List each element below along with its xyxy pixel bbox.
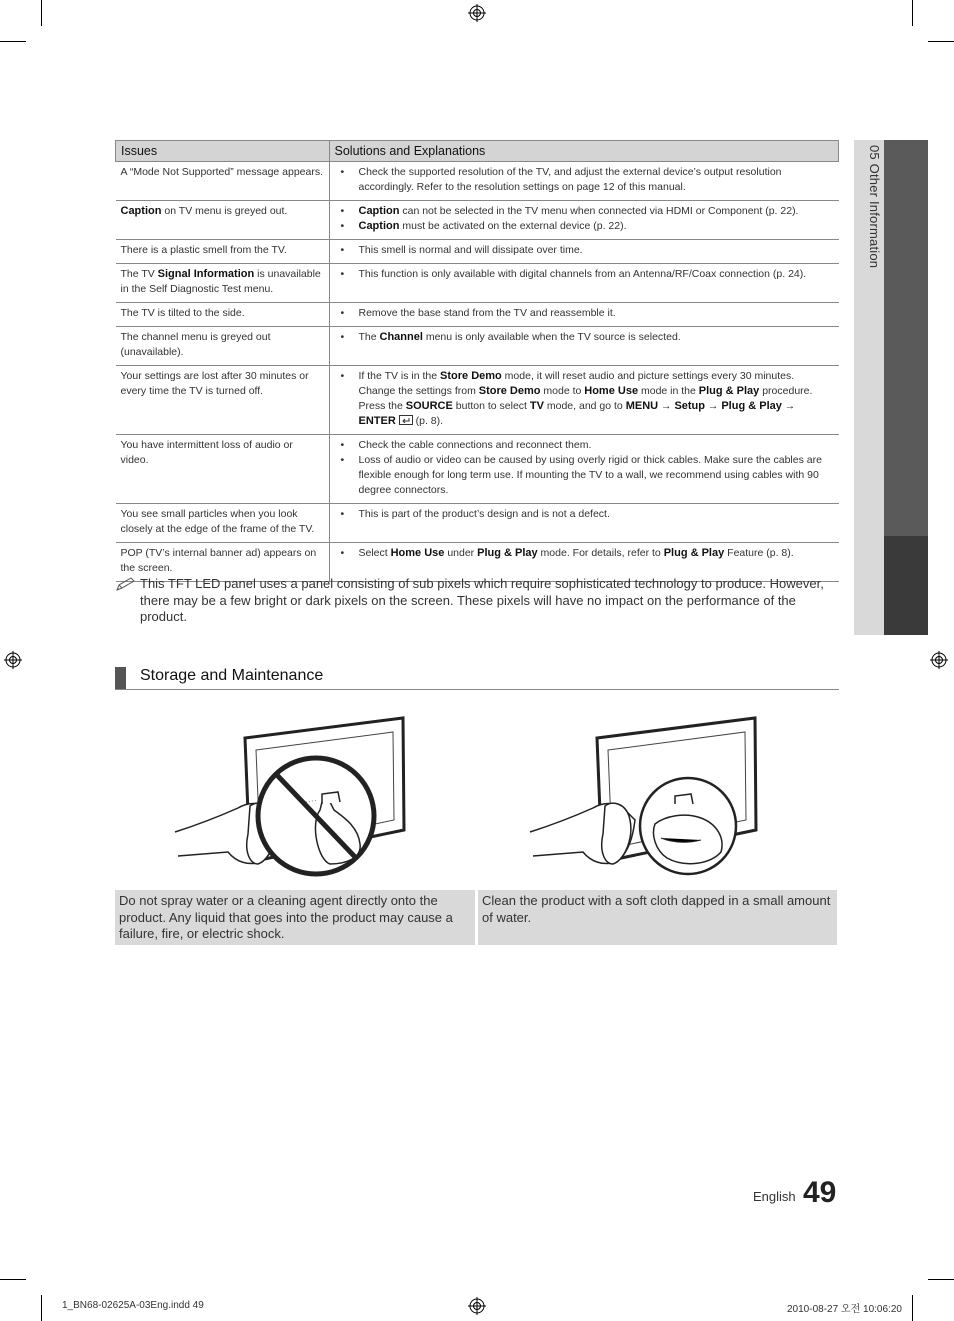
solution-cell <box>329 264 839 303</box>
registration-mark-icon <box>468 4 486 22</box>
solution-item: • The Channel menu is only available when the TV source is selected. <box>359 330 834 345</box>
issue-cell: A “Mode Not Supported” message appears. <box>116 162 330 201</box>
chapter-label: 05 Other Information <box>867 145 882 269</box>
issue-cell: Caption on TV menu is greyed out. <box>116 201 330 240</box>
solution-item: • Remove the base stand from the TV and reassemble it. <box>359 306 834 321</box>
troubleshooting-table <box>115 140 839 582</box>
issue-cell: You see small particles when you look closely at the edge of the frame of the TV. <box>116 504 330 543</box>
crop-mark <box>41 0 42 26</box>
table-header-row <box>116 141 839 162</box>
solution-item: • This smell is normal and will dissipate over time. <box>359 243 834 258</box>
no-spray-illustration <box>170 712 415 884</box>
issue-cell: The channel menu is greyed out (unavailable). <box>116 327 330 366</box>
section-divider <box>115 689 839 690</box>
crop-mark <box>928 41 954 42</box>
table-row <box>116 201 839 240</box>
registration-mark-icon <box>930 651 948 669</box>
issue-cell: There is a plastic smell from the TV. <box>116 240 330 264</box>
table-row <box>116 240 839 264</box>
pencil-note-icon <box>115 576 137 592</box>
note-text: This TFT LED panel uses a panel consisting of sub pixels which require sophisticated technology to produce. However, there may be a few bright or dark pixels on the screen. These pixels will have no impact on the performance of the product. <box>140 576 824 624</box>
chapter-tab-marker <box>884 536 928 635</box>
crop-mark <box>912 1295 913 1321</box>
issue-cell: The TV Signal Information is unavailable in the Self Diagnostic Test menu. <box>116 264 330 303</box>
registration-mark-icon <box>4 651 22 669</box>
table-row <box>116 327 839 366</box>
registration-mark-icon <box>468 1297 486 1315</box>
note-block <box>115 576 835 626</box>
caption-clean-cloth: Clean the product with a soft cloth dapped in a small amount of water. <box>478 890 837 945</box>
section-heading-bar <box>115 667 126 689</box>
solution-item: • This function is only available with digital channels from an Antenna/RF/Coax connection (p. 24). <box>359 267 834 282</box>
solution-cell <box>329 366 839 435</box>
table-row <box>116 504 839 543</box>
issue-cell: Your settings are lost after 30 minutes or every time the TV is turned off. <box>116 366 330 435</box>
crop-mark <box>41 1295 42 1321</box>
solution-cell <box>329 504 839 543</box>
crop-mark <box>928 1279 954 1280</box>
solution-item: • Loss of audio or video can be caused by using overly rigid or thick cables. Make sure the cables are flexible enough for long term use. If mounting the TV to a wall, we recommend using cables with 90 degree connectors. <box>359 453 834 498</box>
issue-cell: The TV is tilted to the side. <box>116 303 330 327</box>
caption-no-spray: Do not spray water or a cleaning agent directly onto the product. Any liquid that goes into the product may cause a failure, fire, or electric shock. <box>115 890 475 945</box>
table-row <box>116 435 839 504</box>
slug-filename: 1_BN68-02625A-03Eng.indd 49 <box>62 1300 204 1311</box>
solution-item: • If the TV is in the Store Demo mode, it will reset audio and picture settings every 30 minutes. Change the settings from Store Demo mode to Home Use mode in the Plug & Play procedure. Press the SOURCE button to select TV mode, and go to MENU → Setup → Plug & Play → ENTER (p. 8). <box>359 369 834 429</box>
column-header-solutions: Solutions and Explanations <box>329 141 839 162</box>
enter-icon <box>399 415 413 425</box>
clean-with-cloth-illustration <box>525 712 770 884</box>
solution-cell <box>329 162 839 201</box>
solution-item: • Caption must be activated on the external device (p. 22). <box>359 219 834 234</box>
solution-cell <box>329 240 839 264</box>
solution-item: • This is part of the product’s design and is not a defect. <box>359 507 834 522</box>
crop-mark <box>0 41 26 42</box>
solution-cell <box>329 303 839 327</box>
footer-language: English <box>753 1189 796 1204</box>
slug-date: 2010-08-27 오전 10:06:20 <box>787 1304 902 1315</box>
solution-item: • Check the supported resolution of the TV, and adjust the external device’s output resolution accordingly. Refer to the resolution settings on page 12 of this manual. <box>359 165 834 195</box>
solution-cell <box>329 327 839 366</box>
column-header-issues: Issues <box>116 141 330 162</box>
table-row <box>116 366 839 435</box>
crop-mark <box>912 0 913 26</box>
table-row <box>116 264 839 303</box>
solution-item: • Caption can not be selected in the TV menu when connected via HDMI or Component (p. 22). <box>359 204 834 219</box>
solution-cell <box>329 435 839 504</box>
page-number: 49 <box>803 1176 837 1209</box>
crop-mark <box>0 1279 26 1280</box>
table-row <box>116 162 839 201</box>
solution-item: • Select Home Use under Plug & Play mode. For details, refer to Plug & Play Feature (p. 8). <box>359 546 834 561</box>
solution-cell <box>329 201 839 240</box>
section-title: Storage and Maintenance <box>140 667 324 684</box>
table-row <box>116 303 839 327</box>
issue-cell: You have intermittent loss of audio or video. <box>116 435 330 504</box>
issue-cell: POP (TV’s internal banner ad) appears on the screen. <box>116 543 330 582</box>
solution-item: • Check the cable connections and reconnect them. <box>359 438 834 453</box>
